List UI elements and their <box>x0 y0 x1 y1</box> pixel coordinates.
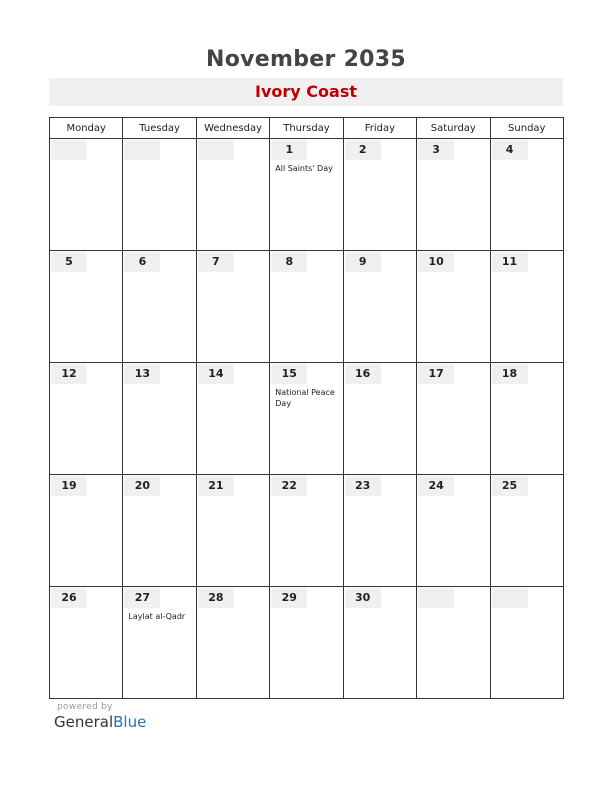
day-cell <box>50 139 123 251</box>
country-name: Ivory Coast <box>255 82 357 101</box>
day-cell <box>270 251 343 363</box>
day-number: 3 <box>418 140 454 160</box>
day-number: 17 <box>418 364 454 384</box>
weekday-header: Tuesday <box>123 118 196 139</box>
day-number: 7 <box>198 252 234 272</box>
day-cell <box>123 363 196 475</box>
day-cell <box>490 587 563 699</box>
day-number <box>198 140 234 160</box>
day-number: 29 <box>271 588 307 608</box>
brand-general: General <box>54 713 114 731</box>
day-cell <box>490 139 563 251</box>
day-number: 6 <box>124 252 160 272</box>
day-cell <box>343 139 416 251</box>
week-row <box>50 139 564 251</box>
day-number: 27 <box>124 588 160 608</box>
day-number <box>492 588 528 608</box>
week-row <box>50 587 564 699</box>
day-number: 9 <box>345 252 381 272</box>
day-cell <box>196 587 269 699</box>
day-number <box>418 588 454 608</box>
week-row <box>50 363 564 475</box>
day-number: 25 <box>492 476 528 496</box>
day-cell <box>270 139 343 251</box>
weekday-header: Sunday <box>490 118 563 139</box>
day-cell <box>417 139 490 251</box>
generalblue-logo[interactable] <box>54 713 146 731</box>
day-number <box>51 140 87 160</box>
day-number: 21 <box>198 476 234 496</box>
day-number: 20 <box>124 476 160 496</box>
brand-blue: Blue <box>113 713 147 731</box>
day-number: 15 <box>271 364 307 384</box>
weekday-header: Thursday <box>270 118 343 139</box>
day-cell <box>123 475 196 587</box>
weekday-header: Friday <box>343 118 416 139</box>
weekday-header: Monday <box>50 118 123 139</box>
day-cell <box>343 251 416 363</box>
day-cell <box>123 587 196 699</box>
day-number: 23 <box>345 476 381 496</box>
day-cell <box>417 475 490 587</box>
day-number: 8 <box>271 252 307 272</box>
day-cell <box>196 251 269 363</box>
day-cell <box>196 139 269 251</box>
day-number: 30 <box>345 588 381 608</box>
day-number: 5 <box>51 252 87 272</box>
day-cell <box>490 475 563 587</box>
weekday-header: Saturday <box>417 118 490 139</box>
day-number: 14 <box>198 364 234 384</box>
calendar-grid <box>49 117 564 699</box>
day-number: 18 <box>492 364 528 384</box>
day-number: 24 <box>418 476 454 496</box>
week-row <box>50 475 564 587</box>
weekday-header-row <box>50 118 564 139</box>
day-cell <box>196 475 269 587</box>
day-cell <box>417 251 490 363</box>
day-cell <box>123 139 196 251</box>
day-cell <box>417 363 490 475</box>
day-number: 12 <box>51 364 87 384</box>
day-cell <box>490 363 563 475</box>
day-number: 28 <box>198 588 234 608</box>
day-number: 13 <box>124 364 160 384</box>
day-cell <box>270 587 343 699</box>
day-cell <box>50 475 123 587</box>
holiday-label: All Saints' Day <box>275 164 333 173</box>
day-number: 22 <box>271 476 307 496</box>
day-cell <box>123 251 196 363</box>
day-cell <box>270 363 343 475</box>
day-number: 4 <box>492 140 528 160</box>
calendar-title: November 2035 <box>205 47 407 72</box>
day-cell <box>50 363 123 475</box>
country-banner <box>49 78 563 106</box>
day-number: 26 <box>51 588 87 608</box>
day-number <box>124 140 160 160</box>
powered-by-label: powered by <box>57 702 113 712</box>
holiday-label: Laylat al-Qadr <box>128 612 186 621</box>
day-number: 2 <box>345 140 381 160</box>
day-cell <box>490 251 563 363</box>
day-number: 16 <box>345 364 381 384</box>
day-number: 1 <box>271 140 307 160</box>
day-cell <box>196 363 269 475</box>
weekday-header: Wednesday <box>196 118 269 139</box>
day-cell <box>270 475 343 587</box>
week-row <box>50 251 564 363</box>
day-cell <box>343 475 416 587</box>
day-number: 10 <box>418 252 454 272</box>
day-cell <box>343 587 416 699</box>
day-cell <box>50 587 123 699</box>
day-number: 11 <box>492 252 528 272</box>
day-number: 19 <box>51 476 87 496</box>
holiday-label: National Peace Day <box>275 388 335 408</box>
day-cell <box>417 587 490 699</box>
day-cell <box>50 251 123 363</box>
day-cell <box>343 363 416 475</box>
